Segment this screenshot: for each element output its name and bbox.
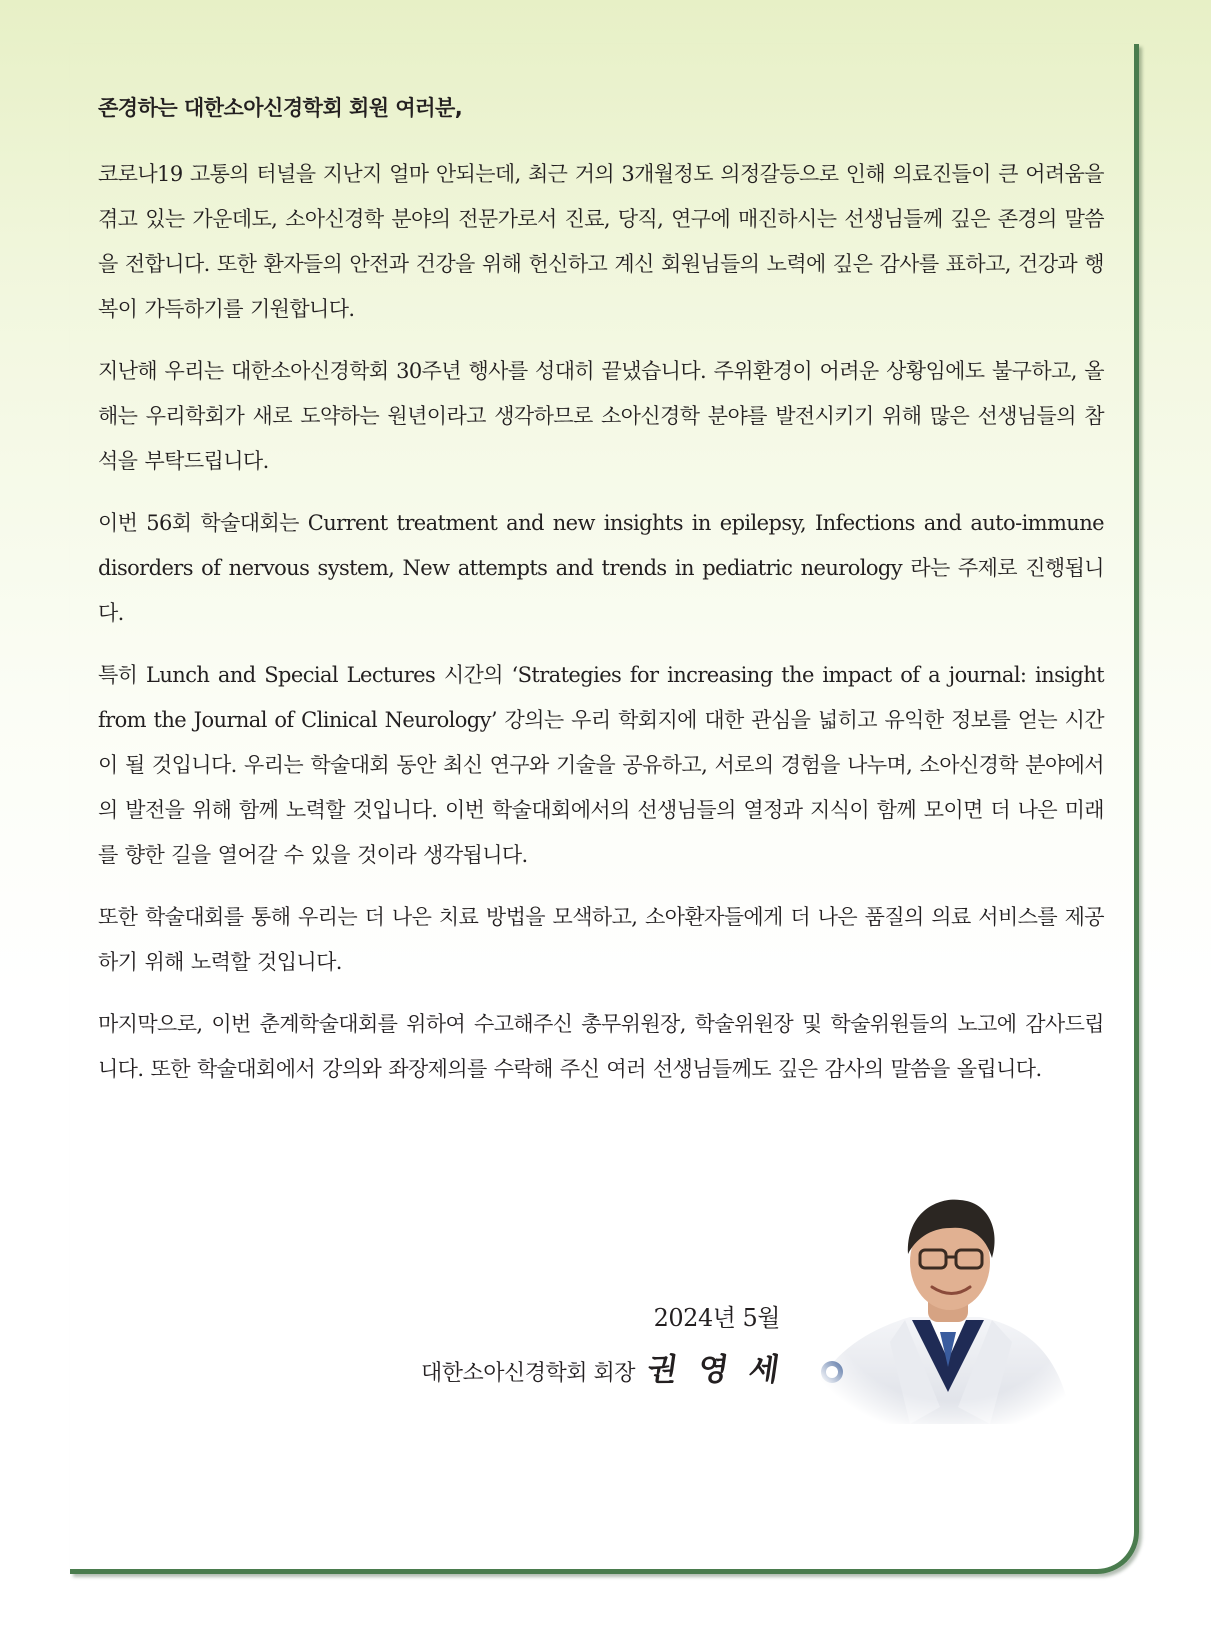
signature-date: 2024년 5월	[653, 1304, 780, 1332]
paragraph-1: 코로나19 고통의 터널을 지난지 얼마 안되는데, 최근 거의 3개월정도 의정갈등으로 인해 의료진들이 큰 어려움을 겪고 있는 가운데도, 소아신경학 분야의 전문가로서 진료, 당직, 연구에 매진하시는 선생님들께 깊은 존경의 말씀을 전합니다. 또한 환자들의 안전과 건강을 위해 헌신하고 계신 회원님들의 노력에 깊은 감사를 표하고, 건강과 행복이 가득하기를 기원합니다.	[98, 162, 1104, 321]
president-portrait	[800, 1192, 1075, 1424]
paragraph-2: 지난해 우리는 대한소아신경학회 30주년 행사를 성대히 끝냈습니다. 주위환경이 어려운 상황임에도 불구하고, 올해는 우리학회가 새로 도약하는 원년이라고 생각하므로 소아신경학 분야를 발전시키기 위해 많은 선생님들의 참석을 부탁드립니다.	[98, 359, 1104, 473]
paragraph-6: 마지막으로, 이번 춘계학술대회를 위하여 수고해주신 총무위원장, 학술위원장 및 학술위원들의 노고에 감사드립니다. 또한 학술대회에서 강의와 좌장제의를 수락해 주신 여러 선생님들께도 깊은 감사의 말씀을 올립니다.	[98, 1012, 1104, 1081]
paragraph-5: 또한 학술대회를 통해 우리는 더 나은 치료 방법을 모색하고, 소아환자들에게 더 나은 품질의 의료 서비스를 제공하기 위해 노력할 것입니다.	[98, 905, 1104, 974]
paragraph-3: 이번 56회 학술대회는 Current treatment and new insights in epilepsy, Infections and auto-immune disorders of nervous system, New attempts and trends in pediatric neurology 라는 주제로 진행됩니다.	[98, 511, 1104, 625]
signature-line	[421, 1344, 787, 1389]
greeting: 존경하는 대한소아신경학회 회원 여러분,	[98, 96, 463, 120]
signature-name: 권 영 세	[644, 1352, 787, 1388]
paragraph-4: 특히 Lunch and Special Lectures 시간의 ‘Strategies for increasing the impact of a journal: insight from the Journal of Clinical Neurology’ 강의는 우리 학회지에 대한 관심을 넓히고 유익한 정보를 얻는 시간이 될 것입니다. 우리는 학술대회 동안 최신 연구와 기술을 공유하고, 서로의 경험을 나누며, 소아신경학 분야에서의 발전을 위해 함께 노력할 것입니다. 이번 학술대회에서의 선생님들의 열정과 지식이 함께 모이면 더 나은 미래를 향한 길을 열어갈 수 있을 것이라 생각됩니다.	[98, 663, 1104, 867]
letter-body	[98, 92, 1104, 1109]
signature-title: 대한소아신경학회 회장	[421, 1361, 636, 1386]
